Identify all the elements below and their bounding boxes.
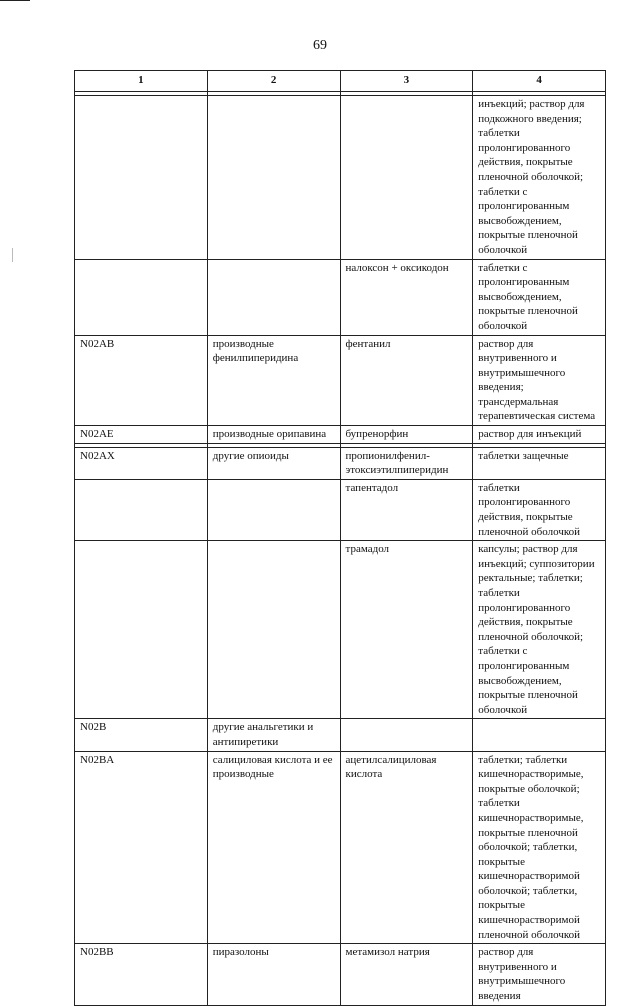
pharm-group: пиразолоны bbox=[207, 944, 340, 1005]
table-row bbox=[75, 751, 606, 944]
drug-name: метамизол натрия bbox=[340, 944, 473, 1005]
atc-code: N02AB bbox=[75, 335, 208, 426]
header-col-2: 2 bbox=[207, 71, 340, 92]
header-col-1: 1 bbox=[75, 71, 208, 92]
table-row bbox=[75, 426, 606, 444]
dosage-form: капсулы; раствор для инъекций; суппозитории ректальные; таблетки; таблетки пролонгированного действия, покрытые пленочной оболочкой; таблетки с пролонгированным высвобождением, покрытые пленочной оболочкой bbox=[473, 541, 606, 719]
pharm-group bbox=[207, 541, 340, 719]
atc-code: N02BB bbox=[75, 944, 208, 1005]
dosage-form: таблетки; таблетки кишечнорастворимые, покрытые оболочкой; таблетки кишечнорастворимые, покрытые пленочной оболочкой; таблетки, покрытые кишечнорастворимой оболочкой; таблетки, покрытые кишечнорастворимой пленочной оболочкой bbox=[473, 751, 606, 944]
pharm-group bbox=[207, 96, 340, 260]
atc-code: N02BA bbox=[75, 751, 208, 944]
table-row bbox=[75, 447, 606, 479]
pharm-group bbox=[207, 259, 340, 335]
pharm-group: производные орипавина bbox=[207, 426, 340, 444]
drug-name: тапентадол bbox=[340, 479, 473, 540]
atc-code bbox=[75, 479, 208, 540]
drug-name: ацетилсалициловая кислота bbox=[340, 751, 473, 944]
pharm-group: салициловая кислота и ее производные bbox=[207, 751, 340, 944]
page-number: 69 bbox=[313, 38, 327, 53]
table-row bbox=[75, 719, 606, 751]
header-col-4: 4 bbox=[473, 71, 606, 92]
dosage-form: таблетки защечные bbox=[473, 447, 606, 479]
atc-code: N02AX bbox=[75, 447, 208, 479]
header-col-3: 3 bbox=[340, 71, 473, 92]
dosage-form: таблетки пролонгированного действия, покрытые пленочной оболочкой bbox=[473, 479, 606, 540]
table-row bbox=[75, 541, 606, 719]
drug-name: налоксон + оксикодон bbox=[340, 259, 473, 335]
drug-name: фентанил bbox=[340, 335, 473, 426]
atc-code: N02B bbox=[75, 719, 208, 751]
pharm-group: производные фенилпиперидина bbox=[207, 335, 340, 426]
dosage-form: раствор для внутривенного и внутримышечного введения; трансдермальная терапевтическая система bbox=[473, 335, 606, 426]
pharm-group bbox=[207, 479, 340, 540]
atc-code: N02AE bbox=[75, 426, 208, 444]
drug-name: пропионилфенил-этоксиэтилпиперидин bbox=[340, 447, 473, 479]
table-header-row bbox=[75, 71, 606, 92]
margin-mark bbox=[12, 248, 13, 262]
dosage-form: раствор для внутривенного и внутримышечного введения bbox=[473, 944, 606, 1005]
dosage-form: таблетки с пролонгированным высвобождением, покрытые пленочной оболочкой bbox=[473, 259, 606, 335]
drug-name bbox=[340, 719, 473, 751]
drug-name: трамадол bbox=[340, 541, 473, 719]
pharm-group: другие опиоиды bbox=[207, 447, 340, 479]
corner-mark bbox=[0, 0, 30, 1]
table-row bbox=[75, 96, 606, 260]
table-row bbox=[75, 944, 606, 1005]
drug-name bbox=[340, 96, 473, 260]
dosage-form: раствор для инъекций bbox=[473, 426, 606, 444]
pharm-group: другие анальгетики и антипиретики bbox=[207, 719, 340, 751]
table-row bbox=[75, 259, 606, 335]
drug-name: бупренорфин bbox=[340, 426, 473, 444]
atc-code bbox=[75, 541, 208, 719]
table-row bbox=[75, 479, 606, 540]
atc-code bbox=[75, 259, 208, 335]
atc-code bbox=[75, 96, 208, 260]
dosage-form: инъекций; раствор для подкожного введения; таблетки пролонгированного действия, покрытые пленочной оболочкой; таблетки с пролонгированным высвобождением, покрытые пленочной оболочкой bbox=[473, 96, 606, 260]
table-row bbox=[75, 335, 606, 426]
drug-table bbox=[74, 70, 606, 1006]
dosage-form bbox=[473, 719, 606, 751]
